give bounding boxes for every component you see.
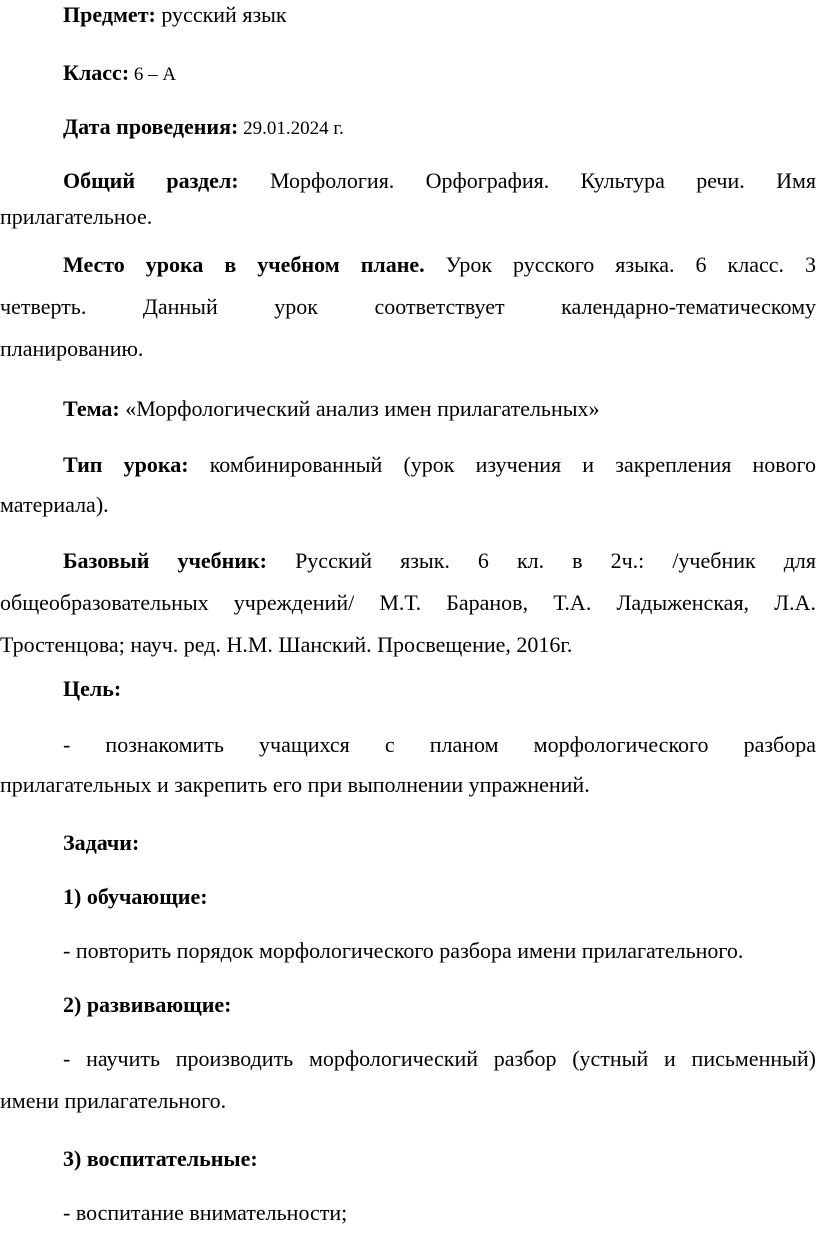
textbook-line-1 xyxy=(0,543,816,579)
tasks-label: Задачи: xyxy=(63,830,140,855)
developing-label-line xyxy=(0,987,816,1023)
class-value: 6 – А xyxy=(129,64,177,85)
developing-line-2: имени прилагательного. xyxy=(0,1088,227,1113)
subject-line xyxy=(0,0,816,33)
topic-line xyxy=(0,391,816,427)
section-line-1 xyxy=(0,163,816,199)
section-label: Общий раздел: xyxy=(63,168,239,193)
place-value-1: Урок русского языка. 6 класс. 3 xyxy=(445,252,816,277)
goal-line-1: - познакомить учащихся с планом морфологического разбора xyxy=(63,732,816,757)
lesson-type-value-1: комбинированный (урок изучения и закрепления нового xyxy=(209,452,816,477)
goal-line-2: прилагательных и закрепить его при выполнении упражнений. xyxy=(0,772,590,797)
place-line-3: планированию. xyxy=(0,336,144,361)
textbook-line-3: Тростенцова; науч. ред. Н.М. Шанский. Просвещение, 2016г. xyxy=(0,632,573,657)
section-value-1: Морфология. Орфография. Культура речи. Имя xyxy=(269,168,816,193)
goal-label: Цель: xyxy=(63,676,122,701)
place-label: Место урока в учебном плане. xyxy=(63,252,425,277)
teaching-label: 1) обучающие: xyxy=(63,884,208,909)
textbook-label: Базовый учебник: xyxy=(63,548,268,573)
goal-label-line xyxy=(0,671,816,707)
educational-label: 3) воспитательные: xyxy=(63,1146,258,1171)
lesson-type-line-2: материала). xyxy=(0,492,109,517)
place-line-1 xyxy=(0,247,816,283)
date-label: Дата проведения: xyxy=(63,114,239,139)
topic-label: Тема: xyxy=(63,396,120,421)
educational-item: - воспитание внимательности; xyxy=(63,1200,348,1225)
subject-value: русский язык xyxy=(155,2,287,27)
textbook-value-1: Русский язык. 6 кл. в 2ч.: /учебник для xyxy=(295,548,816,573)
educational-label-line xyxy=(0,1141,816,1177)
teaching-label-line xyxy=(0,879,816,915)
developing-label: 2) развивающие: xyxy=(63,992,232,1017)
tasks-label-line xyxy=(0,825,816,861)
section-line-2: прилагательное. xyxy=(0,204,153,229)
class-line xyxy=(0,55,816,93)
lesson-type-line-1 xyxy=(0,447,816,483)
date-line xyxy=(0,109,816,147)
textbook-line-2: общеобразовательных учреждений/ М.Т. Баранов, Т.А. Ладыженская, Л.А. xyxy=(0,590,816,615)
date-value: 29.01.2024 г. xyxy=(238,118,344,139)
developing-line-1: - научить производить морфологический разбор (устный и письменный) xyxy=(63,1046,816,1071)
place-line-2: четверть. Данный урок соответствует календарно-тематическому xyxy=(0,294,816,319)
topic-value: «Морфологический анализ имен прилагательных» xyxy=(119,396,600,421)
teaching-item: - повторить порядок морфологического разбора имени прилагательного. xyxy=(63,938,744,963)
class-label: Класс: xyxy=(63,60,130,85)
lesson-type-label: Тип урока: xyxy=(63,452,189,477)
subject-label: Предмет: xyxy=(63,2,156,27)
